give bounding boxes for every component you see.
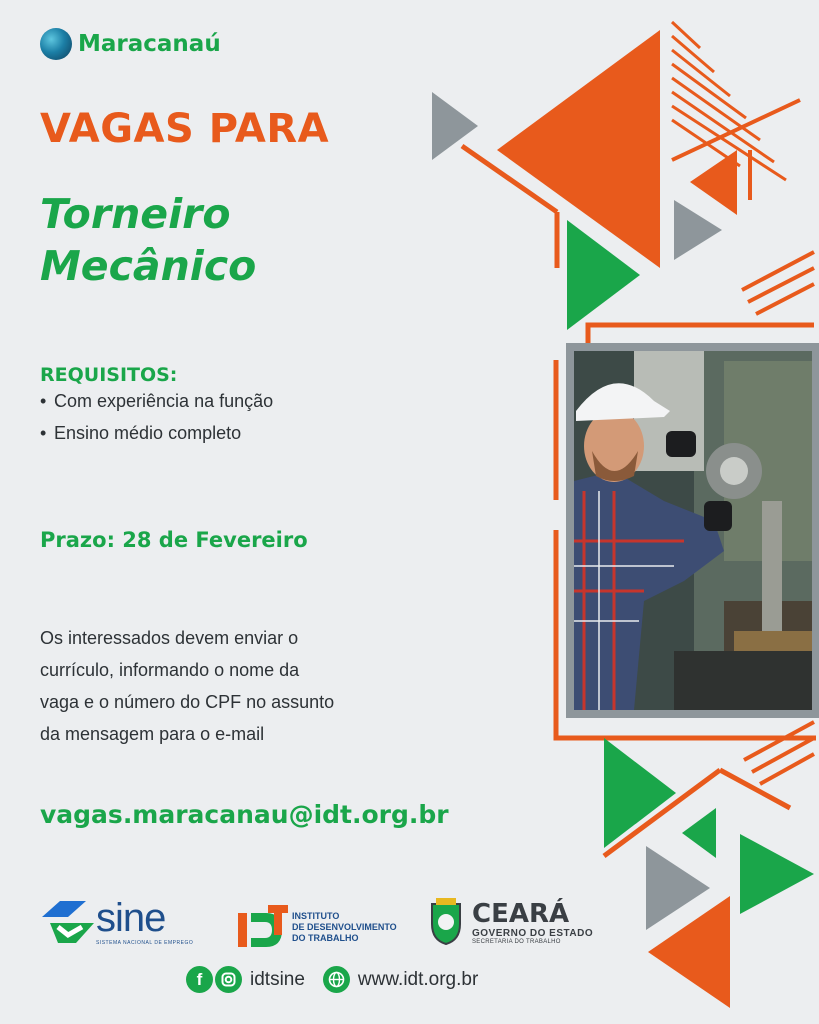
instructions-line: currículo, informando o nome da xyxy=(40,660,300,680)
job-title xyxy=(40,188,256,292)
ceara-crest-icon xyxy=(426,898,466,946)
facebook-icon[interactable]: f xyxy=(186,966,213,993)
idt-text xyxy=(292,911,397,944)
idt-mark-icon xyxy=(238,905,288,949)
requirement-text: Com experiência na função xyxy=(54,391,274,411)
requirements-list xyxy=(40,385,273,449)
email-link[interactable]: vagas.maracanau@idt.org.br xyxy=(40,800,449,829)
idt-line: DE DESENVOLVIMENTO xyxy=(292,921,397,932)
instructions-line: Os interessados devem enviar o xyxy=(40,628,299,648)
ceara-subtitle: GOVERNO DO ESTADO xyxy=(472,927,594,939)
sine-wordmark: sine xyxy=(96,896,166,940)
maracanau-brand xyxy=(40,28,221,60)
ceara-wordmark: CEARÁ xyxy=(472,898,570,929)
sine-logo xyxy=(40,898,193,946)
idt-line: INSTITUTO xyxy=(292,910,340,921)
ceara-logo xyxy=(426,898,593,946)
job-title-line-2: Mecânico xyxy=(40,242,257,290)
list-item xyxy=(40,417,273,449)
idt-logo xyxy=(238,905,397,949)
bullet: • xyxy=(40,423,47,443)
ceara-secretariat: SECRETARIA DO TRABALHO xyxy=(472,938,561,945)
deadline: Prazo: 28 de Fevereiro xyxy=(40,528,308,552)
job-title-line-1: Torneiro xyxy=(40,190,231,238)
worker-photo xyxy=(574,351,812,710)
requirement-text: Ensino médio completo xyxy=(54,423,242,443)
instructions-line: da mensagem para o e-mail xyxy=(40,724,265,744)
social-links xyxy=(186,966,496,993)
photo-frame xyxy=(566,343,819,718)
sine-mark-icon xyxy=(40,899,96,945)
social-handle[interactable]: idtsine xyxy=(250,968,305,990)
requirements-heading: REQUISITOS: xyxy=(40,364,178,386)
website-link[interactable]: www.idt.org.br xyxy=(357,968,479,990)
instructions xyxy=(40,622,400,750)
list-item xyxy=(40,385,273,417)
idt-line: DO TRABALHO xyxy=(292,932,359,943)
instagram-icon[interactable] xyxy=(215,966,242,993)
bullet: • xyxy=(40,391,47,411)
sine-subtitle: SISTEMA NACIONAL DE EMPREGO xyxy=(96,940,194,946)
globe-icon xyxy=(323,966,350,993)
instructions-line: vaga e o número do CPF no assunto xyxy=(40,692,335,712)
headline: VAGAS PARA xyxy=(40,106,330,152)
brand-name: Maracanaú xyxy=(78,31,221,57)
globe-icon xyxy=(40,28,72,60)
